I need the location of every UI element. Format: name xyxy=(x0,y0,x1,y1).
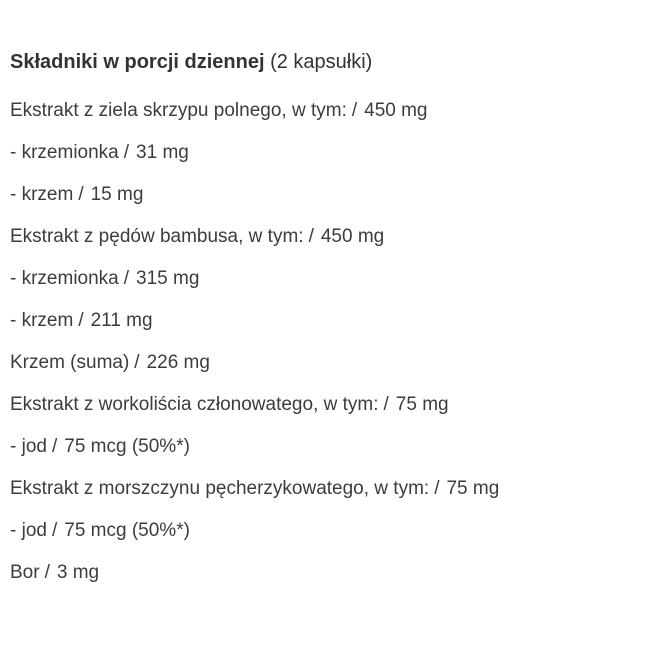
ingredient-amount: 450 mg xyxy=(364,100,428,121)
ingredient-name: - jod xyxy=(10,436,47,457)
ingredient-name: - krzemionka xyxy=(10,268,119,289)
heading-serving-size: (2 kapsułki) xyxy=(270,51,373,73)
ingredient-name: - krzem xyxy=(10,310,74,331)
ingredient-separator: / xyxy=(351,100,358,121)
ingredient-separator: / xyxy=(434,478,440,499)
ingredient-amount: 75 mcg (50%*) xyxy=(64,520,190,541)
ingredient-amount: 75 mg xyxy=(446,478,500,499)
ingredient-name: Ekstrakt z workoliścia członowatego, w tym: xyxy=(10,394,379,415)
ingredient-name: Ekstrakt z pędów bambusa, w tym: xyxy=(10,226,304,247)
ingredient-separator: / xyxy=(123,268,130,289)
heading-title: Składniki w porcji dziennej xyxy=(10,51,265,73)
ingredient-amount: 450 mg xyxy=(320,226,385,247)
ingredients-list xyxy=(10,90,640,594)
ingredient-separator: / xyxy=(51,436,58,457)
ingredient-amount: 75 mcg (50%*) xyxy=(64,436,190,457)
list-item xyxy=(10,342,640,384)
ingredient-amount: 211 mg xyxy=(90,310,153,331)
ingredient-name: - krzemionka xyxy=(10,142,119,163)
ingredient-name: - krzem xyxy=(10,184,74,205)
ingredient-separator: / xyxy=(308,226,314,247)
ingredient-separator: / xyxy=(134,352,140,373)
ingredient-separator: / xyxy=(78,310,84,331)
list-item xyxy=(10,300,640,342)
ingredient-amount: 315 mg xyxy=(136,268,200,289)
list-item xyxy=(10,90,640,132)
ingredient-amount: 15 mg xyxy=(90,184,144,205)
list-item xyxy=(10,426,640,468)
ingredient-separator: / xyxy=(383,394,389,415)
page-title xyxy=(10,48,640,76)
ingredient-separator: / xyxy=(123,142,130,163)
ingredient-separator: / xyxy=(78,184,84,205)
list-item xyxy=(10,258,640,300)
list-item xyxy=(10,216,640,258)
list-item xyxy=(10,468,640,510)
ingredient-name: Ekstrakt z morszczynu pęcherzykowatego, w tym: xyxy=(10,478,430,499)
list-item xyxy=(10,174,640,216)
ingredient-name: Krzem (suma) xyxy=(10,352,130,373)
ingredient-amount: 226 mg xyxy=(146,352,210,373)
list-item xyxy=(10,132,640,174)
list-item xyxy=(10,384,640,426)
list-item xyxy=(10,510,640,552)
ingredient-amount: 31 mg xyxy=(136,142,189,163)
ingredient-name: Bor xyxy=(10,562,40,583)
ingredient-name: - jod xyxy=(10,520,47,541)
ingredient-separator: / xyxy=(51,520,58,541)
list-item xyxy=(10,552,640,594)
ingredient-name: Ekstrakt z ziela skrzypu polnego, w tym: xyxy=(10,100,347,121)
ingredient-amount: 75 mg xyxy=(395,394,449,415)
ingredient-separator: / xyxy=(44,562,50,583)
ingredient-amount: 3 mg xyxy=(56,562,100,583)
